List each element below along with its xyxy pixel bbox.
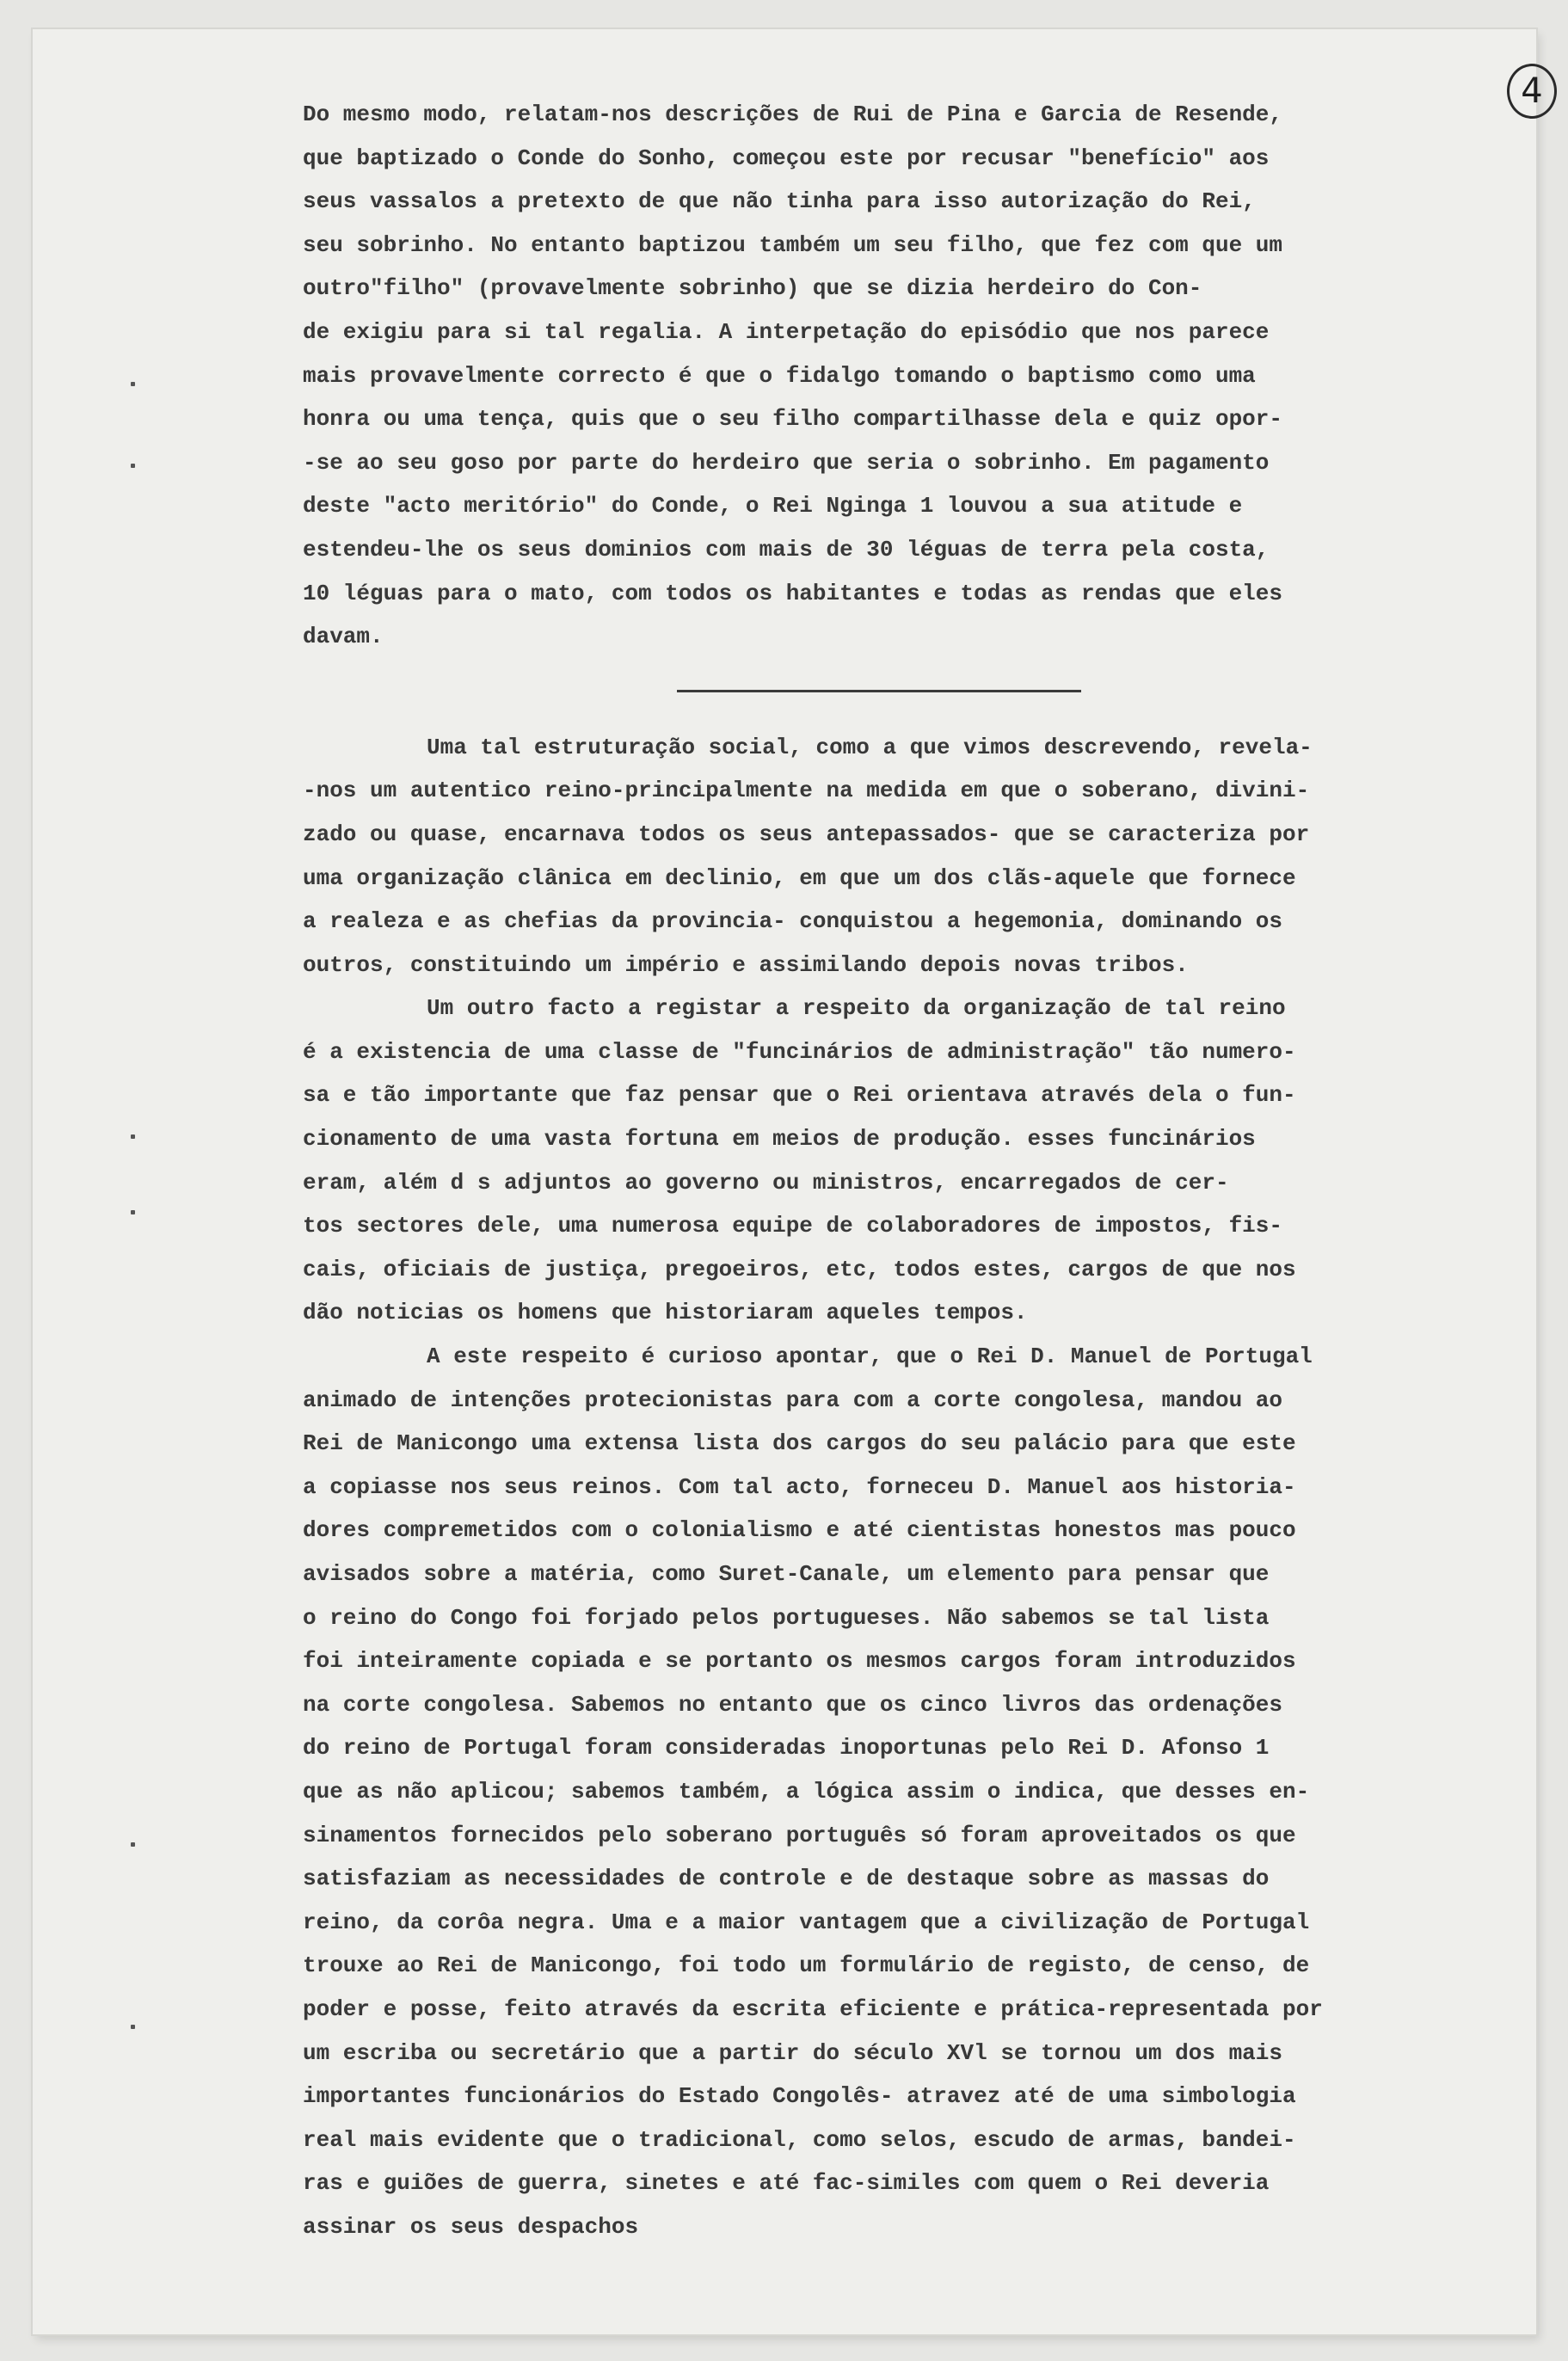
text-line: cais, oficiais de justiça, pregoeiros, etc, todos estes, cargos de que nos <box>303 1256 1296 1282</box>
text-line: a realeza e as chefias da provincia- conquistou a hegemonia, dominando os <box>303 908 1282 935</box>
text-line: 10 léguas para o mato, com todos os habitantes e todas as rendas que eles <box>303 580 1282 606</box>
text-line: sa e tão importante que faz pensar que o Rei orientava através dela o fun- <box>303 1082 1296 1109</box>
text-line: o reino do Congo foi forjado pelos portugueses. Não sabemos se tal lista <box>303 1604 1270 1631</box>
text-line: outro"filho" (provavelmente sobrinho) que se dizia herdeiro do Con- <box>303 275 1202 302</box>
paragraph <box>303 726 1498 987</box>
margin-mark <box>131 2025 135 2029</box>
text-line: avisados sobre a matéria, como Suret-Canale, um elemento para pensar que <box>303 1561 1270 1587</box>
text-line: seus vassalos a pretexto de que não tinha para isso autorização do Rei, <box>303 188 1256 215</box>
text-line: que baptizado o Conde do Sonho, começou este por recusar "benefício" aos <box>303 144 1270 171</box>
text-line: satisfaziam as necessidades de controle e de destaque sobre as massas do <box>303 1866 1270 1892</box>
text-line: que as não aplicou; sabemos também, a lógica assim o indica, que desses en- <box>303 1778 1310 1805</box>
text-line: A este respeito é curioso apontar, que o Rei D. Manuel de Portugal <box>427 1343 1313 1370</box>
text-line: poder e posse, feito através da escrita eficiente e prática-representada por <box>303 1995 1323 2022</box>
text-line: sinamentos fornecidos pelo soberano português só foram aproveitados os que <box>303 1822 1296 1848</box>
text-line: seu sobrinho. No entanto baptizou também um seu filho, que fez com que um <box>303 231 1282 258</box>
document-body <box>303 93 1498 2249</box>
text-line: zado ou quase, encarnava todos os seus antepassados- que se caracteriza por <box>303 821 1310 847</box>
text-line: reino, da corôa negra. Uma e a maior vantagem que a civilização de Portugal <box>303 1909 1310 1935</box>
margin-mark <box>131 1210 135 1214</box>
text-line: trouxe ao Rei de Manicongo, foi todo um formulário de registo, de censo, de <box>303 1952 1310 1979</box>
text-line: animado de intenções protecionistas para com a corte congolesa, mandou ao <box>303 1386 1282 1413</box>
text-line: de exigiu para si tal regalia. A interpetação do episódio que nos parece <box>303 318 1270 345</box>
text-line: dores compremetidos com o colonialismo e até cientistas honestos mas pouco <box>303 1517 1296 1544</box>
text-line: -se ao seu goso por parte do herdeiro que seria o sobrinho. Em pagamento <box>303 449 1270 476</box>
text-line: outros, constituindo um império e assimilando depois novas tribos. <box>303 951 1189 978</box>
text-line: Rei de Manicongo uma extensa lista dos cargos do seu palácio para que este <box>303 1430 1296 1457</box>
text-line: davam. <box>303 624 384 650</box>
text-line: tos sectores dele, uma numerosa equipe de colaboradores de impostos, fis- <box>303 1213 1282 1239</box>
text-line: -nos um autentico reino-principalmente na medida em que o soberano, divini- <box>303 778 1310 804</box>
text-line: real mais evidente que o tradicional, como selos, escudo de armas, bandei- <box>303 2126 1296 2153</box>
text-line: dão noticias os homens que historiaram aqueles tempos. <box>303 1300 1028 1326</box>
text-line: é a existencia de uma classe de "funcinários de administração" tão numero- <box>303 1038 1296 1065</box>
text-line: a copiasse nos seus reinos. Com tal acto, forneceu D. Manuel aos historia- <box>303 1473 1296 1500</box>
margin-mark <box>131 464 135 468</box>
text-line: honra ou uma tença, quis que o seu filho compartilhasse dela e quiz opor- <box>303 406 1282 433</box>
text-line: importantes funcionários do Estado Congolês- atravez até de uma simbologia <box>303 2083 1296 2110</box>
text-line: Um outro facto a registar a respeito da organização de tal reino <box>427 995 1286 1022</box>
page-number: 4 <box>1507 64 1557 119</box>
text-line: foi inteiramente copiada e se portanto os mesmos cargos foram introduzidos <box>303 1648 1296 1675</box>
text-line: ras e guiões de guerra, sinetes e até fac-similes com quem o Rei deveria <box>303 2170 1270 2197</box>
paragraph <box>303 987 1498 1335</box>
text-line: deste "acto meritório" do Conde, o Rei Nginga 1 louvou a sua atitude e <box>303 493 1243 520</box>
text-line: estendeu-lhe os seus dominios com mais de 30 léguas de terra pela costa, <box>303 536 1270 563</box>
text-line: na corte congolesa. Sabemos no entanto que os cinco livros das ordenações <box>303 1691 1282 1718</box>
text-line: do reino de Portugal foram consideradas inoportunas pelo Rei D. Afonso 1 <box>303 1735 1270 1762</box>
text-line: assinar os seus despachos <box>303 2213 639 2240</box>
text-line: um escriba ou secretário que a partir do século XVl se tornou um dos mais <box>303 2039 1282 2066</box>
paragraph <box>303 1335 1498 2248</box>
margin-mark <box>131 382 135 386</box>
text-line: mais provavelmente correcto é que o fidalgo tomando o baptismo como uma <box>303 362 1256 389</box>
text-line: cionamento de uma vasta fortuna em meios de produção. esses funcinários <box>303 1126 1256 1153</box>
section-separator <box>677 690 1081 692</box>
paragraph <box>303 93 1498 659</box>
text-line: Do mesmo modo, relatam-nos descrições de Rui de Pina e Garcia de Resende, <box>303 101 1282 127</box>
margin-mark <box>131 1842 135 1847</box>
margin-mark <box>131 1134 135 1139</box>
text-line: uma organização clânica em declinio, em que um dos clãs-aquele que fornece <box>303 864 1296 891</box>
separator-row <box>303 659 1498 726</box>
text-line: Uma tal estruturação social, como a que vimos descrevendo, revela- <box>427 734 1313 760</box>
text-line: eram, além d s adjuntos ao governo ou ministros, encarregados de cer- <box>303 1169 1229 1196</box>
